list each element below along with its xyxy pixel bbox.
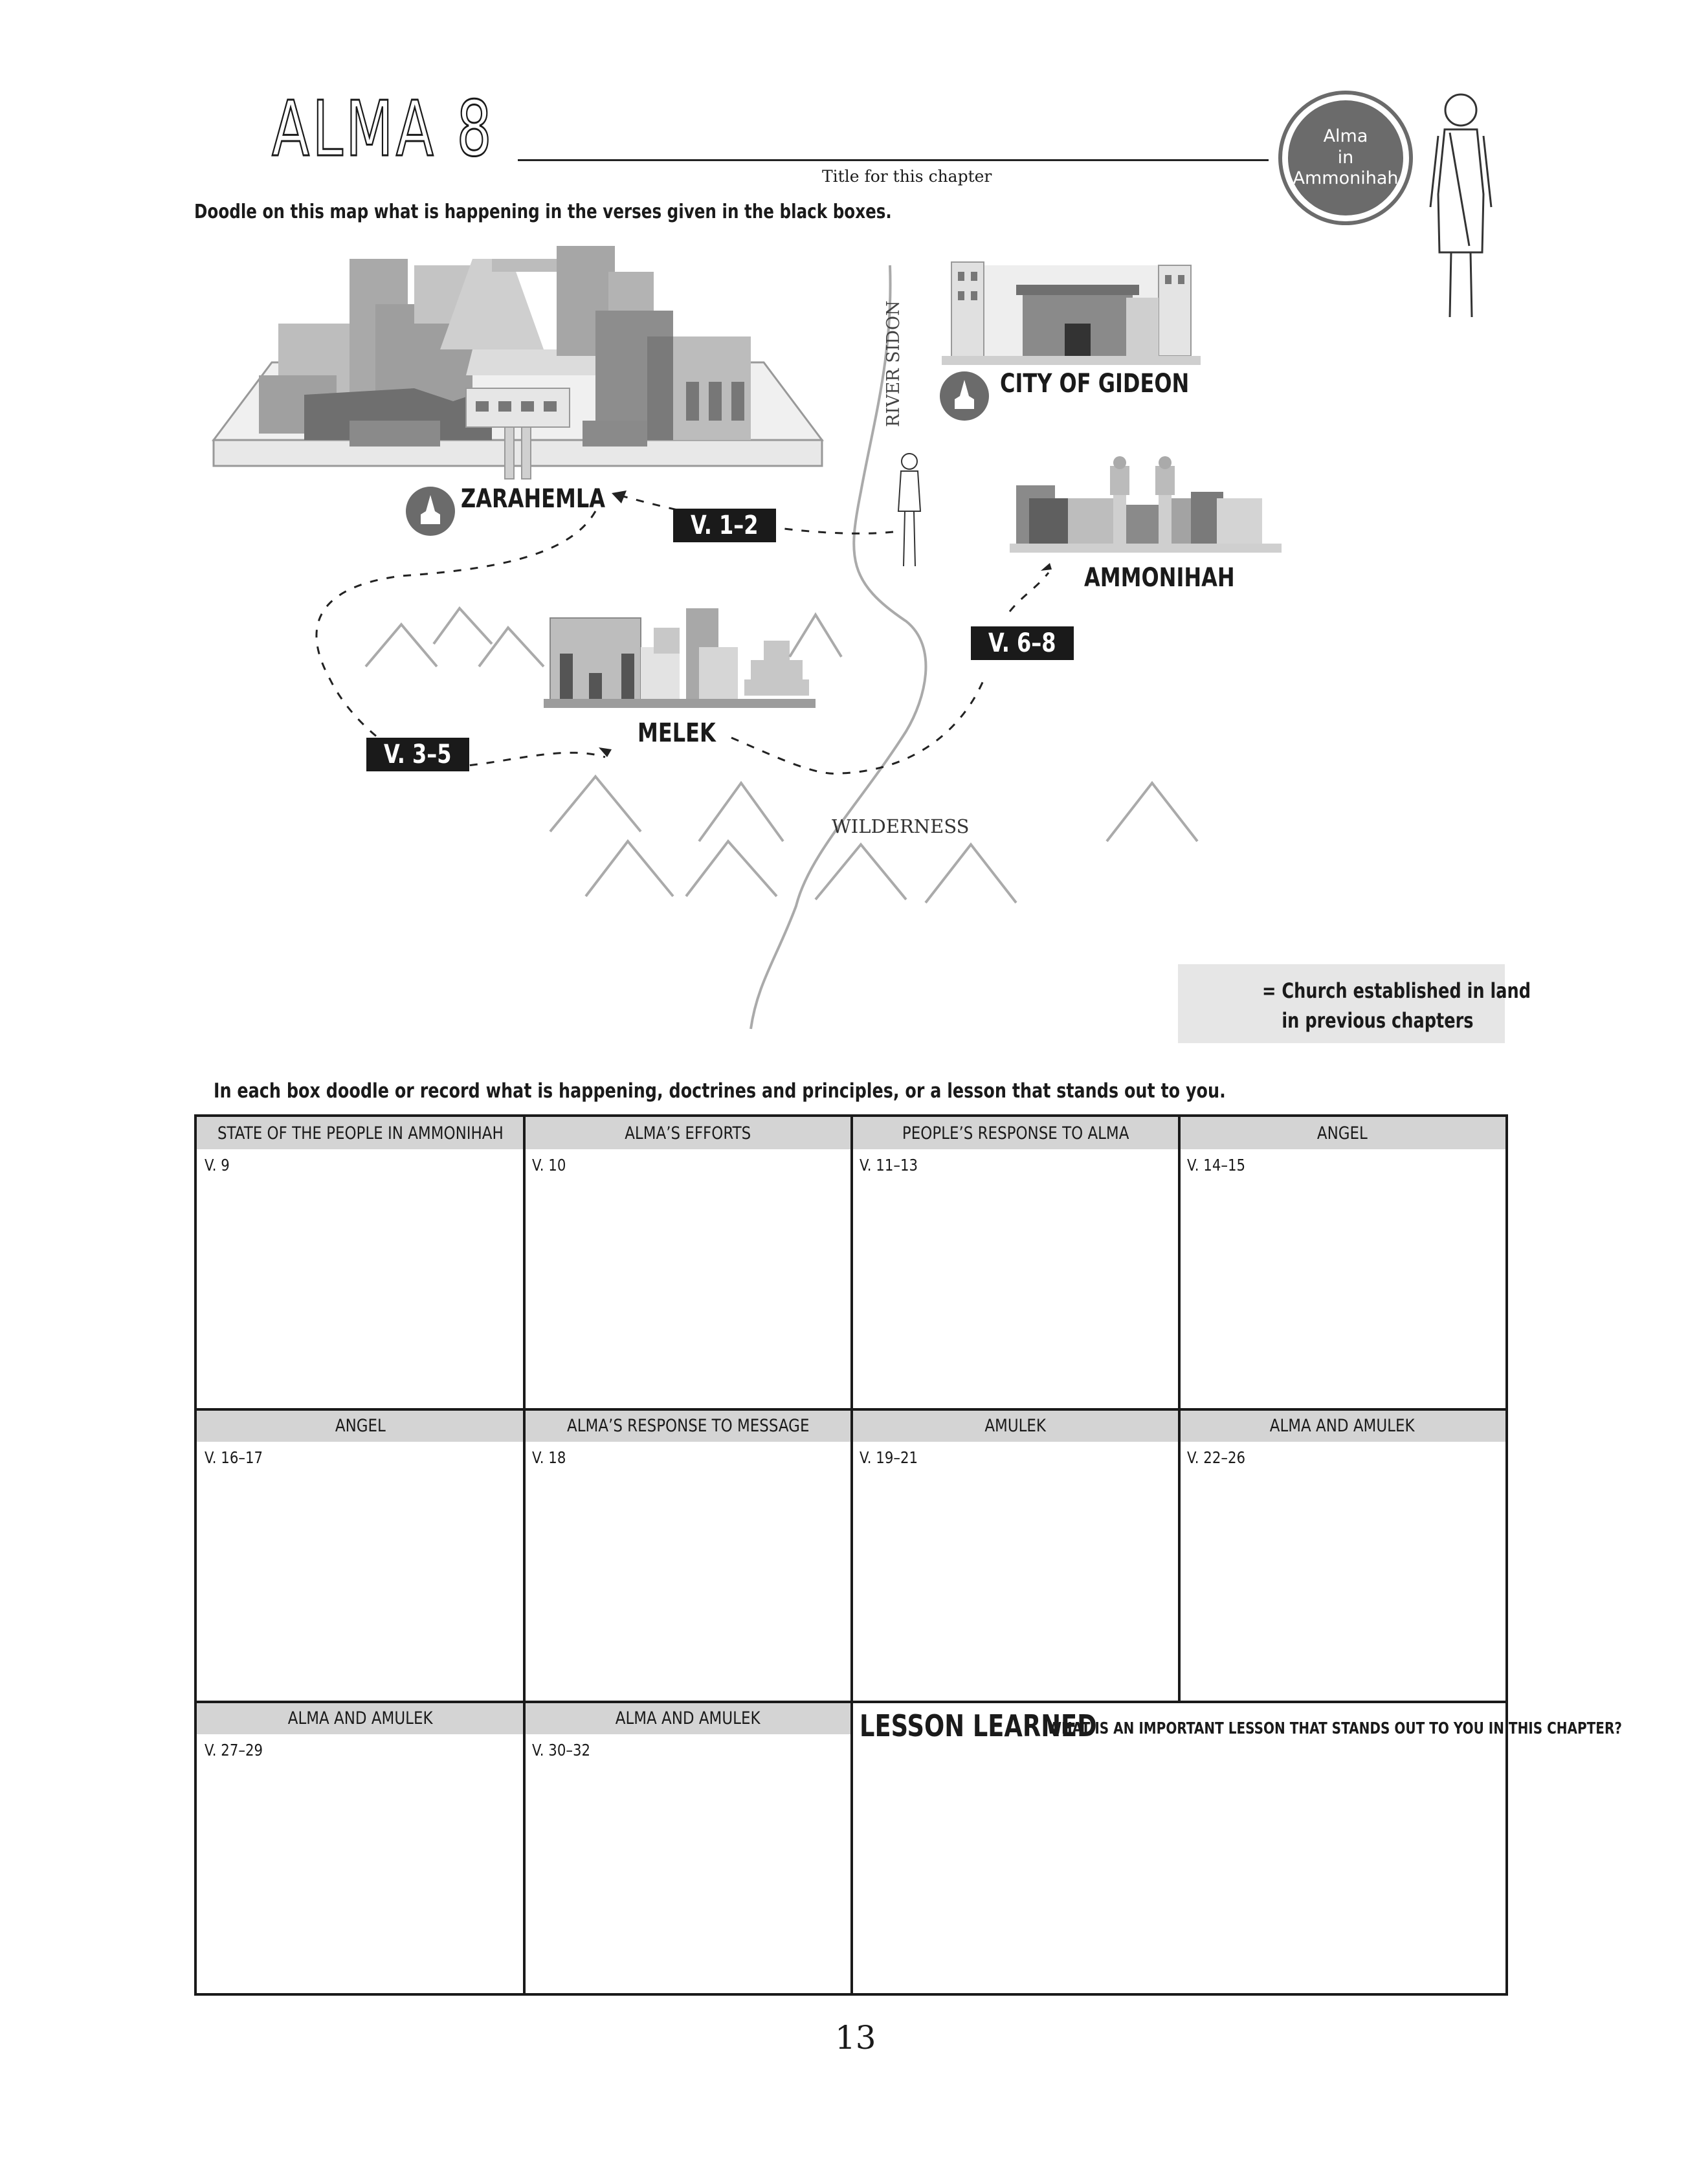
- cell-verse: V. 27–29: [205, 1741, 263, 1759]
- cell-verse: V. 11–13: [860, 1156, 918, 1175]
- badge-line-1: Alma: [1323, 126, 1368, 147]
- cell-peoples-response[interactable]: [852, 1117, 1179, 1409]
- grid-divider: [850, 1117, 853, 1993]
- cell-header: PEOPLE’S RESPONSE TO ALMA: [902, 1123, 1129, 1143]
- cell-verse: V. 18: [532, 1448, 566, 1467]
- alma-small-figure-icon: [898, 454, 920, 566]
- cell-verse: V. 22–26: [1187, 1448, 1246, 1467]
- cell-verse: V. 10: [532, 1156, 566, 1175]
- route-arrowheads: [599, 491, 1052, 757]
- cell-header: ALMA AND AMULEK: [1270, 1415, 1415, 1436]
- place-melek: MELEK: [638, 718, 716, 748]
- church-icon-zarahemla: [406, 487, 455, 536]
- gideon-city-icon: [942, 262, 1201, 365]
- verse-box-6-8[interactable]: V. 6–8: [971, 626, 1074, 660]
- cell-header: ALMA AND AMULEK: [616, 1708, 761, 1728]
- map-instruction: Doodle on this map what is happening in the verses given in the black boxes.: [194, 201, 892, 223]
- cell-header: ALMA’S EFFORTS: [625, 1123, 751, 1143]
- place-zarahemla: ZARAHEMLA: [461, 484, 606, 514]
- page-number: 13: [835, 2019, 876, 2057]
- cell-verse: V. 9: [205, 1156, 230, 1175]
- cell-state-of-people[interactable]: [197, 1117, 524, 1409]
- notes-grid: [194, 1114, 1622, 1996]
- verse-box-3-5[interactable]: V. 3–5: [366, 738, 469, 771]
- cell-header: AMULEK: [984, 1415, 1047, 1436]
- lesson-prompt: WHAT IS AN IMPORTANT LESSON THAT STANDS OUT TO YOU IN THIS CHAPTER?: [1047, 1719, 1622, 1737]
- wilderness-label: WILDERNESS: [832, 815, 970, 837]
- verse-box-1-2[interactable]: V. 1–2: [673, 509, 776, 542]
- cell-alma-amulek-3[interactable]: [524, 1702, 852, 1993]
- cell-header: ANGEL: [1317, 1123, 1368, 1143]
- legend-line-2: in previous chapters: [1282, 1008, 1474, 1033]
- cell-angel-2[interactable]: [197, 1409, 524, 1702]
- cell-header: ALMA AND AMULEK: [288, 1708, 433, 1728]
- cell-alma-amulek-1[interactable]: [1179, 1409, 1505, 1702]
- cell-header: ALMA’S RESPONSE TO MESSAGE: [566, 1415, 810, 1436]
- melek-city-icon: [544, 608, 816, 708]
- grid-divider: [197, 1701, 1505, 1703]
- legend-line-1: = Church established in land: [1262, 978, 1531, 1003]
- cell-almas-response[interactable]: [524, 1409, 852, 1702]
- cell-amulek[interactable]: [852, 1409, 1179, 1702]
- church-icon-gideon: [940, 371, 989, 421]
- zarahemla-city-icon: [214, 246, 822, 479]
- lesson-title: LESSON LEARNED: [860, 1708, 1097, 1743]
- place-ammonihah: AMMONIHAH: [1084, 563, 1235, 593]
- cell-angel-1[interactable]: [1179, 1117, 1505, 1409]
- cell-lesson-learned[interactable]: [852, 1702, 1622, 1993]
- cell-verse: V. 19–21: [860, 1448, 918, 1467]
- alma-figure-icon: [1430, 94, 1491, 317]
- cell-header: ANGEL: [335, 1415, 386, 1436]
- grid-divider: [523, 1117, 526, 1993]
- page-title: ALMA 8: [272, 84, 494, 173]
- legend: [1178, 964, 1531, 1043]
- title-caption: Title for this chapter: [822, 167, 992, 186]
- river-label: RIVER SIDON: [883, 300, 904, 427]
- cell-alma-amulek-2[interactable]: [197, 1702, 524, 1993]
- ammonihah-city-icon: [1010, 456, 1282, 553]
- cell-verse: V. 14–15: [1187, 1156, 1246, 1175]
- cell-almas-efforts[interactable]: [524, 1117, 852, 1409]
- place-gideon: CITY OF GIDEON: [1000, 369, 1190, 399]
- grid-instruction: In each box doodle or record what is happening, doctrines and principles, or a lesson that stands out to you.: [214, 1079, 1226, 1103]
- badge-line-2: in: [1337, 147, 1354, 168]
- cell-verse: V. 16–17: [205, 1448, 263, 1467]
- grid-divider: [197, 1408, 1505, 1411]
- cell-header: STATE OF THE PEOPLE IN AMMONIHAH: [217, 1123, 504, 1143]
- cell-verse: V. 30–32: [532, 1741, 591, 1759]
- badge-line-3: Ammonihah: [1293, 168, 1399, 189]
